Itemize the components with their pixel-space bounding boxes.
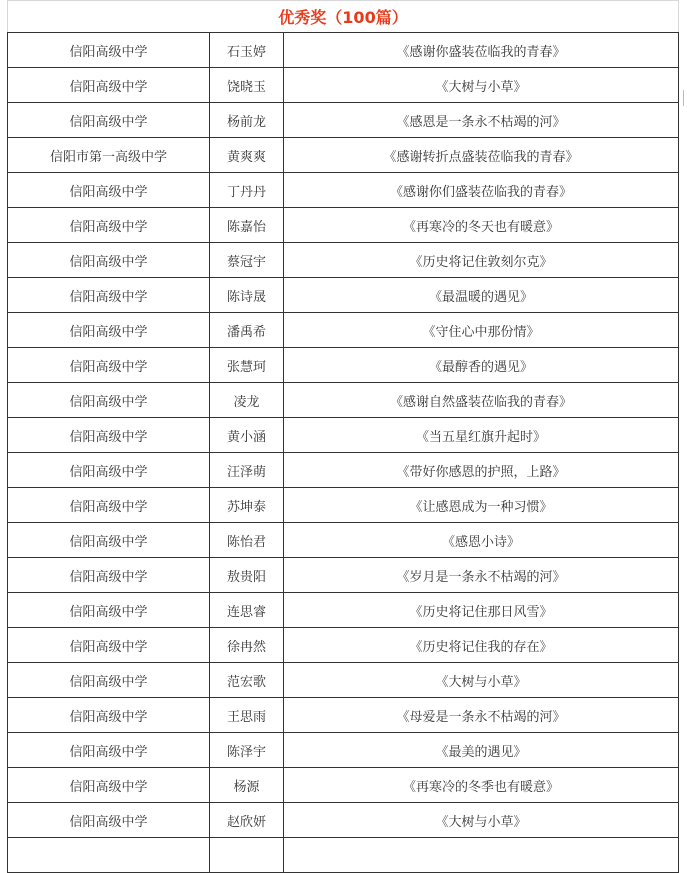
student-name-cell: 张慧珂	[210, 348, 284, 383]
table-row	[8, 663, 679, 698]
essay-title-cell: 《再寒冷的冬天也有暖意》	[284, 208, 679, 243]
essay-title-cell: 《守住心中那份情》	[284, 313, 679, 348]
school-cell: 信阳高级中学	[8, 453, 210, 488]
table-row	[8, 768, 679, 803]
awards-table	[7, 0, 679, 873]
student-name-cell: 范宏歌	[210, 663, 284, 698]
essay-title-cell: 《感恩是一条永不枯竭的河》	[284, 103, 679, 138]
essay-title-cell: 《历史将记住那日风雪》	[284, 593, 679, 628]
school-cell: 信阳高级中学	[8, 558, 210, 593]
essay-title-cell: 《历史将记住敦刻尔克》	[284, 243, 679, 278]
school-cell: 信阳高级中学	[8, 278, 210, 313]
school-cell: 信阳高级中学	[8, 768, 210, 803]
student-name-cell: 连思睿	[210, 593, 284, 628]
table-row	[8, 803, 679, 838]
student-name-cell: 杨源	[210, 768, 284, 803]
table-row	[8, 383, 679, 418]
student-name-cell: 王思雨	[210, 698, 284, 733]
essay-title-cell: 《感谢你们盛装莅临我的青春》	[284, 173, 679, 208]
essay-title-cell: 《感恩小诗》	[284, 523, 679, 558]
table-row	[8, 173, 679, 208]
table-row	[8, 348, 679, 383]
student-name-cell: 饶晓玉	[210, 68, 284, 103]
school-cell: 信阳高级中学	[8, 628, 210, 663]
table-row	[8, 68, 679, 103]
school-cell: 信阳高级中学	[8, 68, 210, 103]
essay-title-cell: 《感谢你盛装莅临我的青春》	[284, 33, 679, 68]
school-cell: 信阳高级中学	[8, 593, 210, 628]
table-row	[8, 628, 679, 663]
table-row	[8, 523, 679, 558]
school-cell: 信阳高级中学	[8, 418, 210, 453]
table-row	[8, 838, 679, 873]
table-row	[8, 208, 679, 243]
awards-table-container	[7, 0, 678, 873]
essay-title-cell: 《感谢自然盛装莅临我的青春》	[284, 383, 679, 418]
school-cell: 信阳高级中学	[8, 33, 210, 68]
school-cell	[8, 838, 210, 873]
student-name-cell: 丁丹丹	[210, 173, 284, 208]
table-row	[8, 558, 679, 593]
table-row	[8, 733, 679, 768]
student-name-cell: 蔡冠宇	[210, 243, 284, 278]
essay-title-cell: 《最温暖的遇见》	[284, 278, 679, 313]
student-name-cell: 陈诗晟	[210, 278, 284, 313]
table-row	[8, 33, 679, 68]
student-name-cell: 石玉婷	[210, 33, 284, 68]
essay-title-cell: 《带好你感恩的护照，上路》	[284, 453, 679, 488]
table-row	[8, 698, 679, 733]
table-row	[8, 278, 679, 313]
essay-title-cell: 《大树与小草》	[284, 663, 679, 698]
student-name-cell: 潘禹希	[210, 313, 284, 348]
school-cell: 信阳高级中学	[8, 698, 210, 733]
student-name-cell: 敖贵阳	[210, 558, 284, 593]
student-name-cell: 凌龙	[210, 383, 284, 418]
essay-title-cell: 《大树与小草》	[284, 803, 679, 838]
school-cell: 信阳高级中学	[8, 243, 210, 278]
essay-title-cell: 《母爱是一条永不枯竭的河》	[284, 698, 679, 733]
student-name-cell: 陈怡君	[210, 523, 284, 558]
essay-title-cell: 《最醇香的遇见》	[284, 348, 679, 383]
essay-title-cell: 《当五星红旗升起时》	[284, 418, 679, 453]
school-cell: 信阳高级中学	[8, 103, 210, 138]
school-cell: 信阳高级中学	[8, 733, 210, 768]
student-name-cell: 徐冉然	[210, 628, 284, 663]
school-cell: 信阳高级中学	[8, 208, 210, 243]
essay-title-cell: 《再寒冷的冬季也有暖意》	[284, 768, 679, 803]
school-cell: 信阳高级中学	[8, 488, 210, 523]
student-name-cell: 苏坤泰	[210, 488, 284, 523]
student-name-cell: 黄小涵	[210, 418, 284, 453]
table-row	[8, 593, 679, 628]
school-cell: 信阳高级中学	[8, 173, 210, 208]
award-title: 优秀奖（100篇）	[8, 1, 679, 33]
student-name-cell: 黄爽爽	[210, 138, 284, 173]
student-name-cell: 杨前龙	[210, 103, 284, 138]
school-cell: 信阳高级中学	[8, 523, 210, 558]
school-cell: 信阳高级中学	[8, 803, 210, 838]
table-row	[8, 243, 679, 278]
student-name-cell: 赵欣妍	[210, 803, 284, 838]
essay-title-cell: 《历史将记住我的存在》	[284, 628, 679, 663]
school-cell: 信阳市第一高级中学	[8, 138, 210, 173]
award-title-row	[8, 1, 679, 33]
essay-title-cell	[284, 838, 679, 873]
table-row	[8, 313, 679, 348]
essay-title-cell: 《岁月是一条永不枯竭的河》	[284, 558, 679, 593]
table-row	[8, 488, 679, 523]
table-row	[8, 103, 679, 138]
school-cell: 信阳高级中学	[8, 348, 210, 383]
awards-table-body	[8, 1, 679, 873]
essay-title-cell: 《让感恩成为一种习惯》	[284, 488, 679, 523]
page-edge-mark	[683, 90, 684, 106]
student-name-cell	[210, 838, 284, 873]
essay-title-cell: 《感谢转折点盛装莅临我的青春》	[284, 138, 679, 173]
table-row	[8, 138, 679, 173]
essay-title-cell: 《最美的遇见》	[284, 733, 679, 768]
school-cell: 信阳高级中学	[8, 313, 210, 348]
table-row	[8, 453, 679, 488]
school-cell: 信阳高级中学	[8, 383, 210, 418]
student-name-cell: 汪泽萌	[210, 453, 284, 488]
school-cell: 信阳高级中学	[8, 663, 210, 698]
table-row	[8, 418, 679, 453]
essay-title-cell: 《大树与小草》	[284, 68, 679, 103]
student-name-cell: 陈嘉怡	[210, 208, 284, 243]
student-name-cell: 陈泽宇	[210, 733, 284, 768]
